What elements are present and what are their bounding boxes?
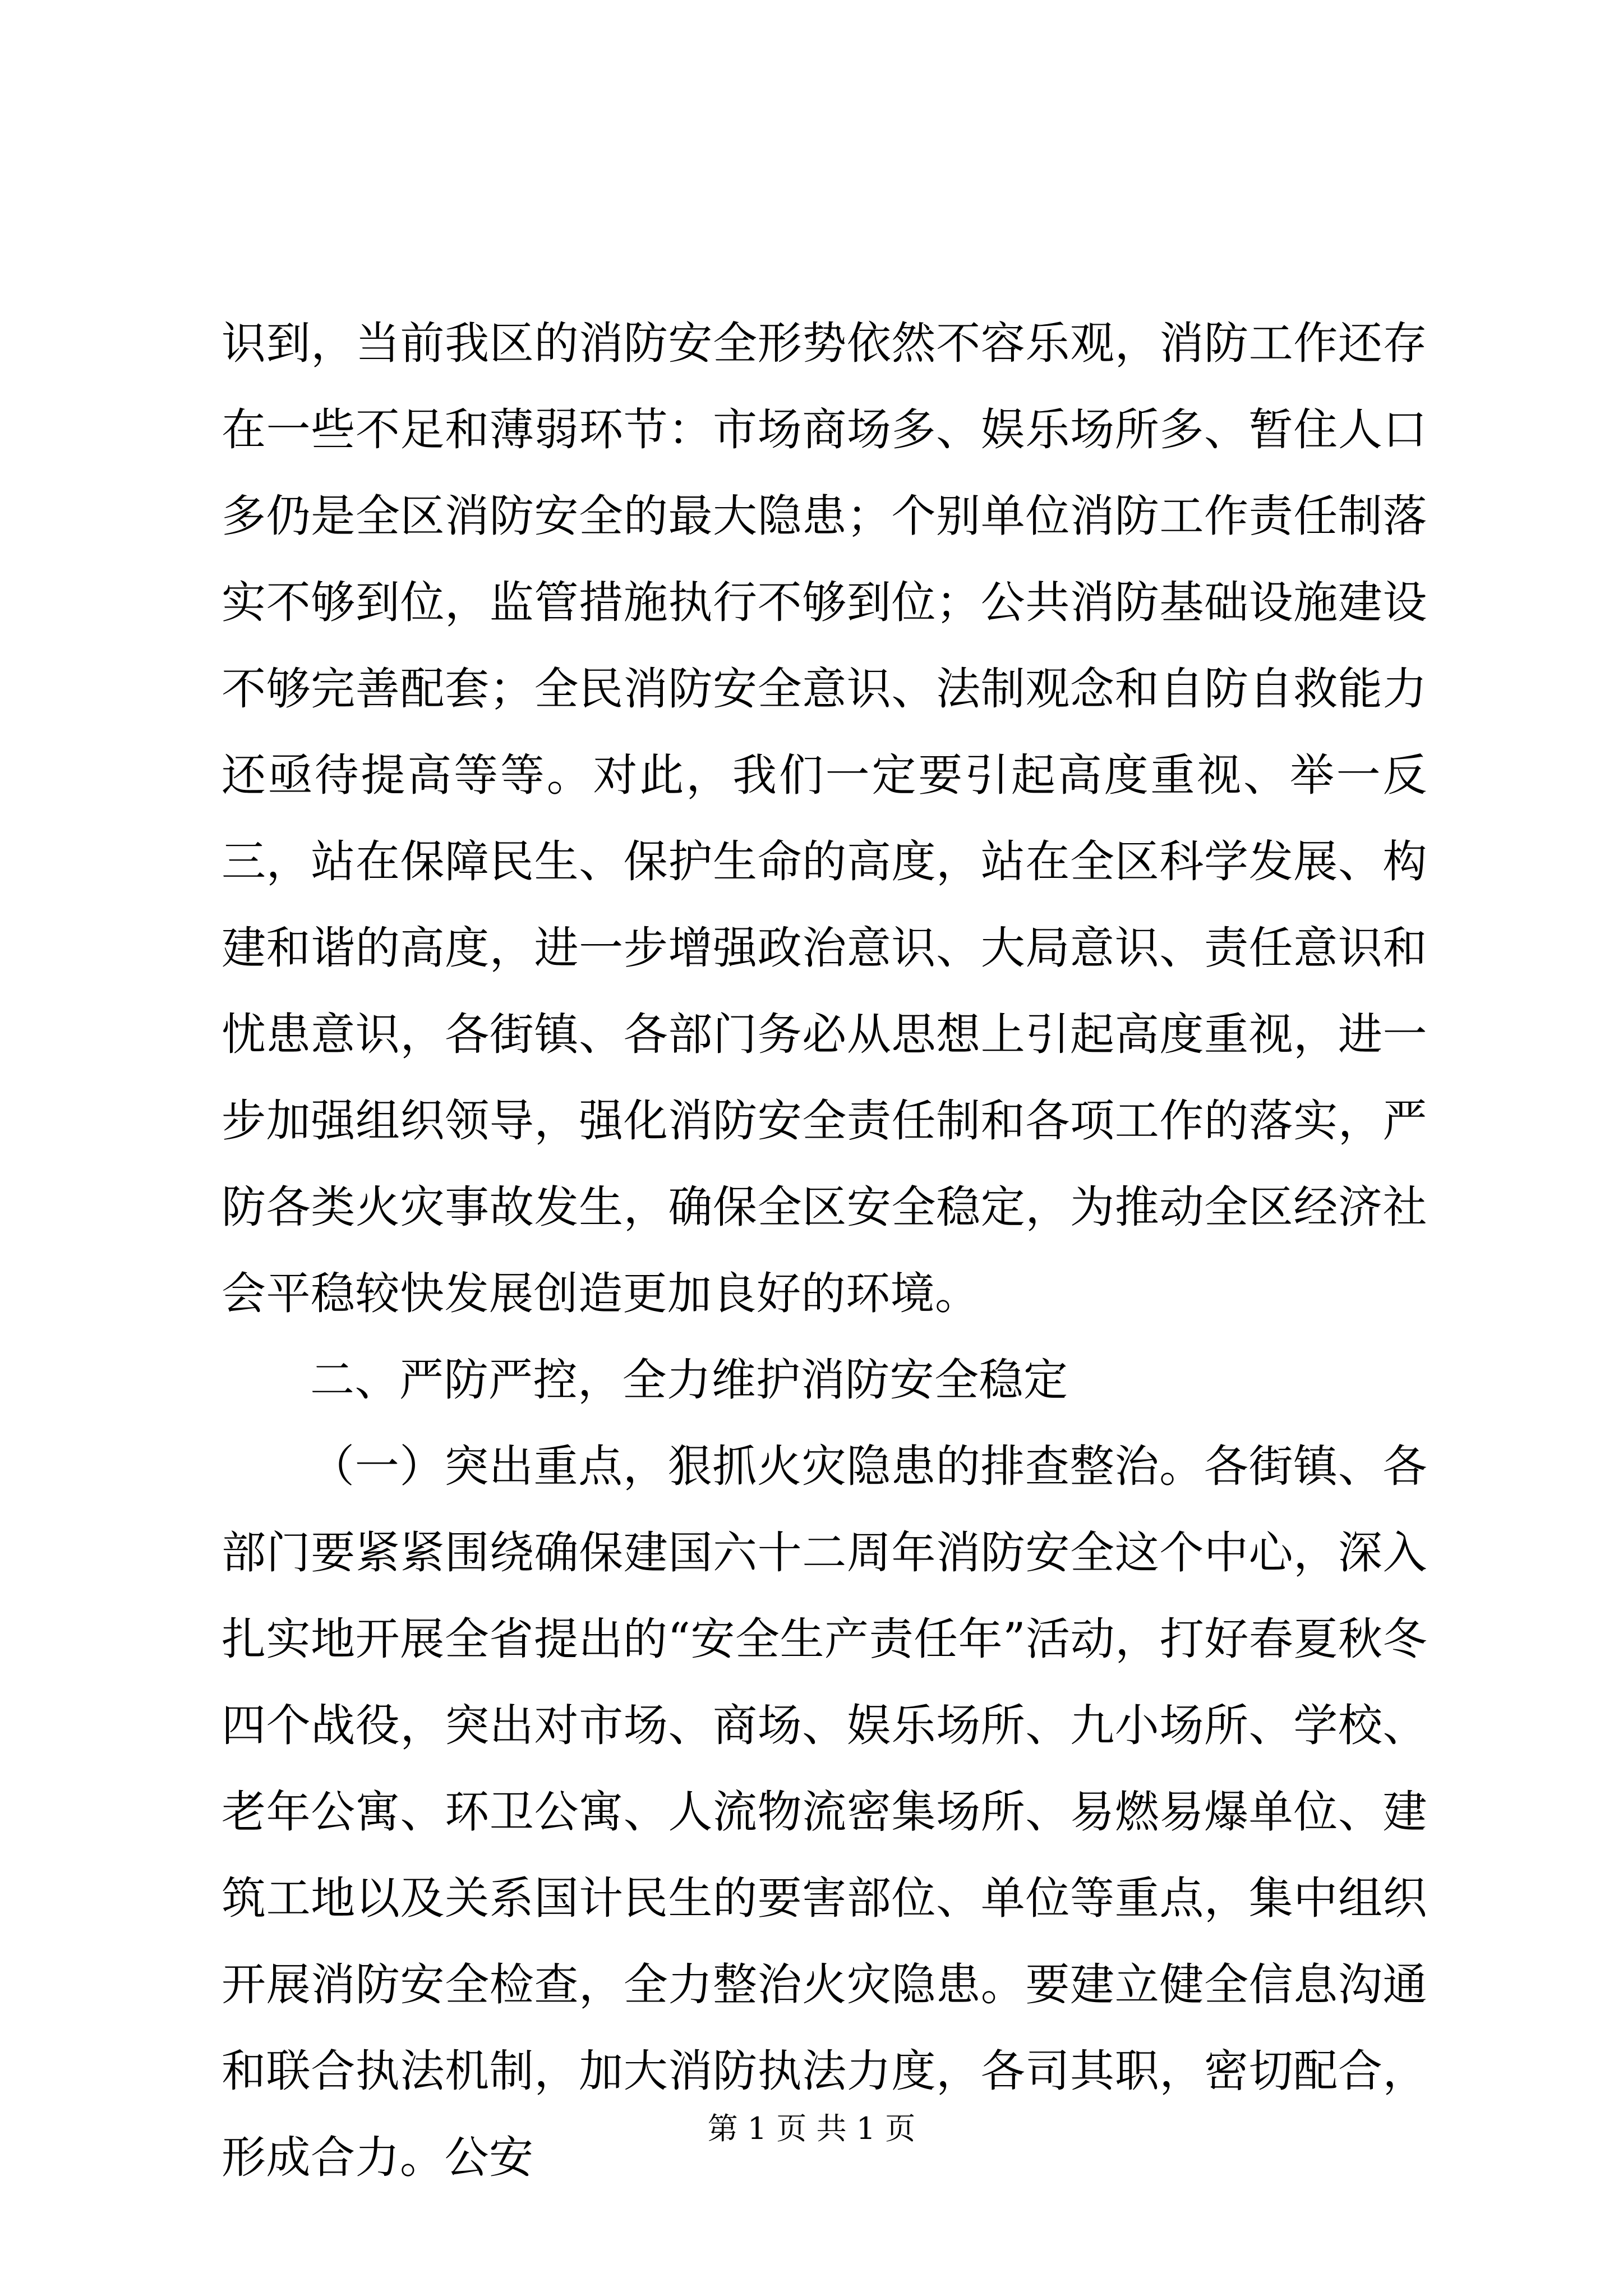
paragraph-continuation: 识到，当前我区的消防安全形势依然不容乐观，消防工作还存在一些不足和薄弱环节：市场商场多、娱乐场所多、暂住人口多仍是全区消防安全的最大隐患；个别单位消防工作责任制落实不够到位，监管措施执行不够到位；公共消防基础设施建设不够完善配套；全民消防安全意识、法制观念和自防自救能力还亟待提高等等。对此，我们一定要引起高度重视、举一反三，站在保障民生、保护生命的高度，站在全区科学发展、构建和谐的高度，进一步增强政治意识、大局意识、责任意识和忧患意识，各街镇、各部门务必从思想上引起高度重视，进一步加强组织领导，强化消防安全责任制和各项工作的落实，严防各类火灾事故发生，确保全区安全稳定，为推动全区经济社会平稳较快发展创造更加良好的环境。 [222, 318, 1427, 1319]
page-footer: 第 1 页 共 1 页 [707, 2111, 916, 2146]
paragraph-subsection-1: （一）突出重点，狠抓火灾隐患的排查整治。各街镇、各部门要紧紧围绕确保建国六十二周年消防安全这个中心，深入扎实地开展全省提出的“安全生产责任年”活动，打好春夏秋冬四个战役，突出对市场、商场、娱乐场所、九小场所、学校、老年公寓、环卫公寓、人流物流密集场所、易燃易爆单位、建筑工地以及关系国计民生的要害部位、单位等重点，集中组织开展消防安全检查，全力整治火灾隐患。要建立健全信息沟通和联合执法机制，加大消防执法力度，各司其职，密切配合，形成合力。公安 [222, 1441, 1427, 2183]
section-heading: 二、严防严控，全力维护消防安全稳定 [310, 1354, 1068, 1406]
document-body [222, 300, 1427, 2201]
